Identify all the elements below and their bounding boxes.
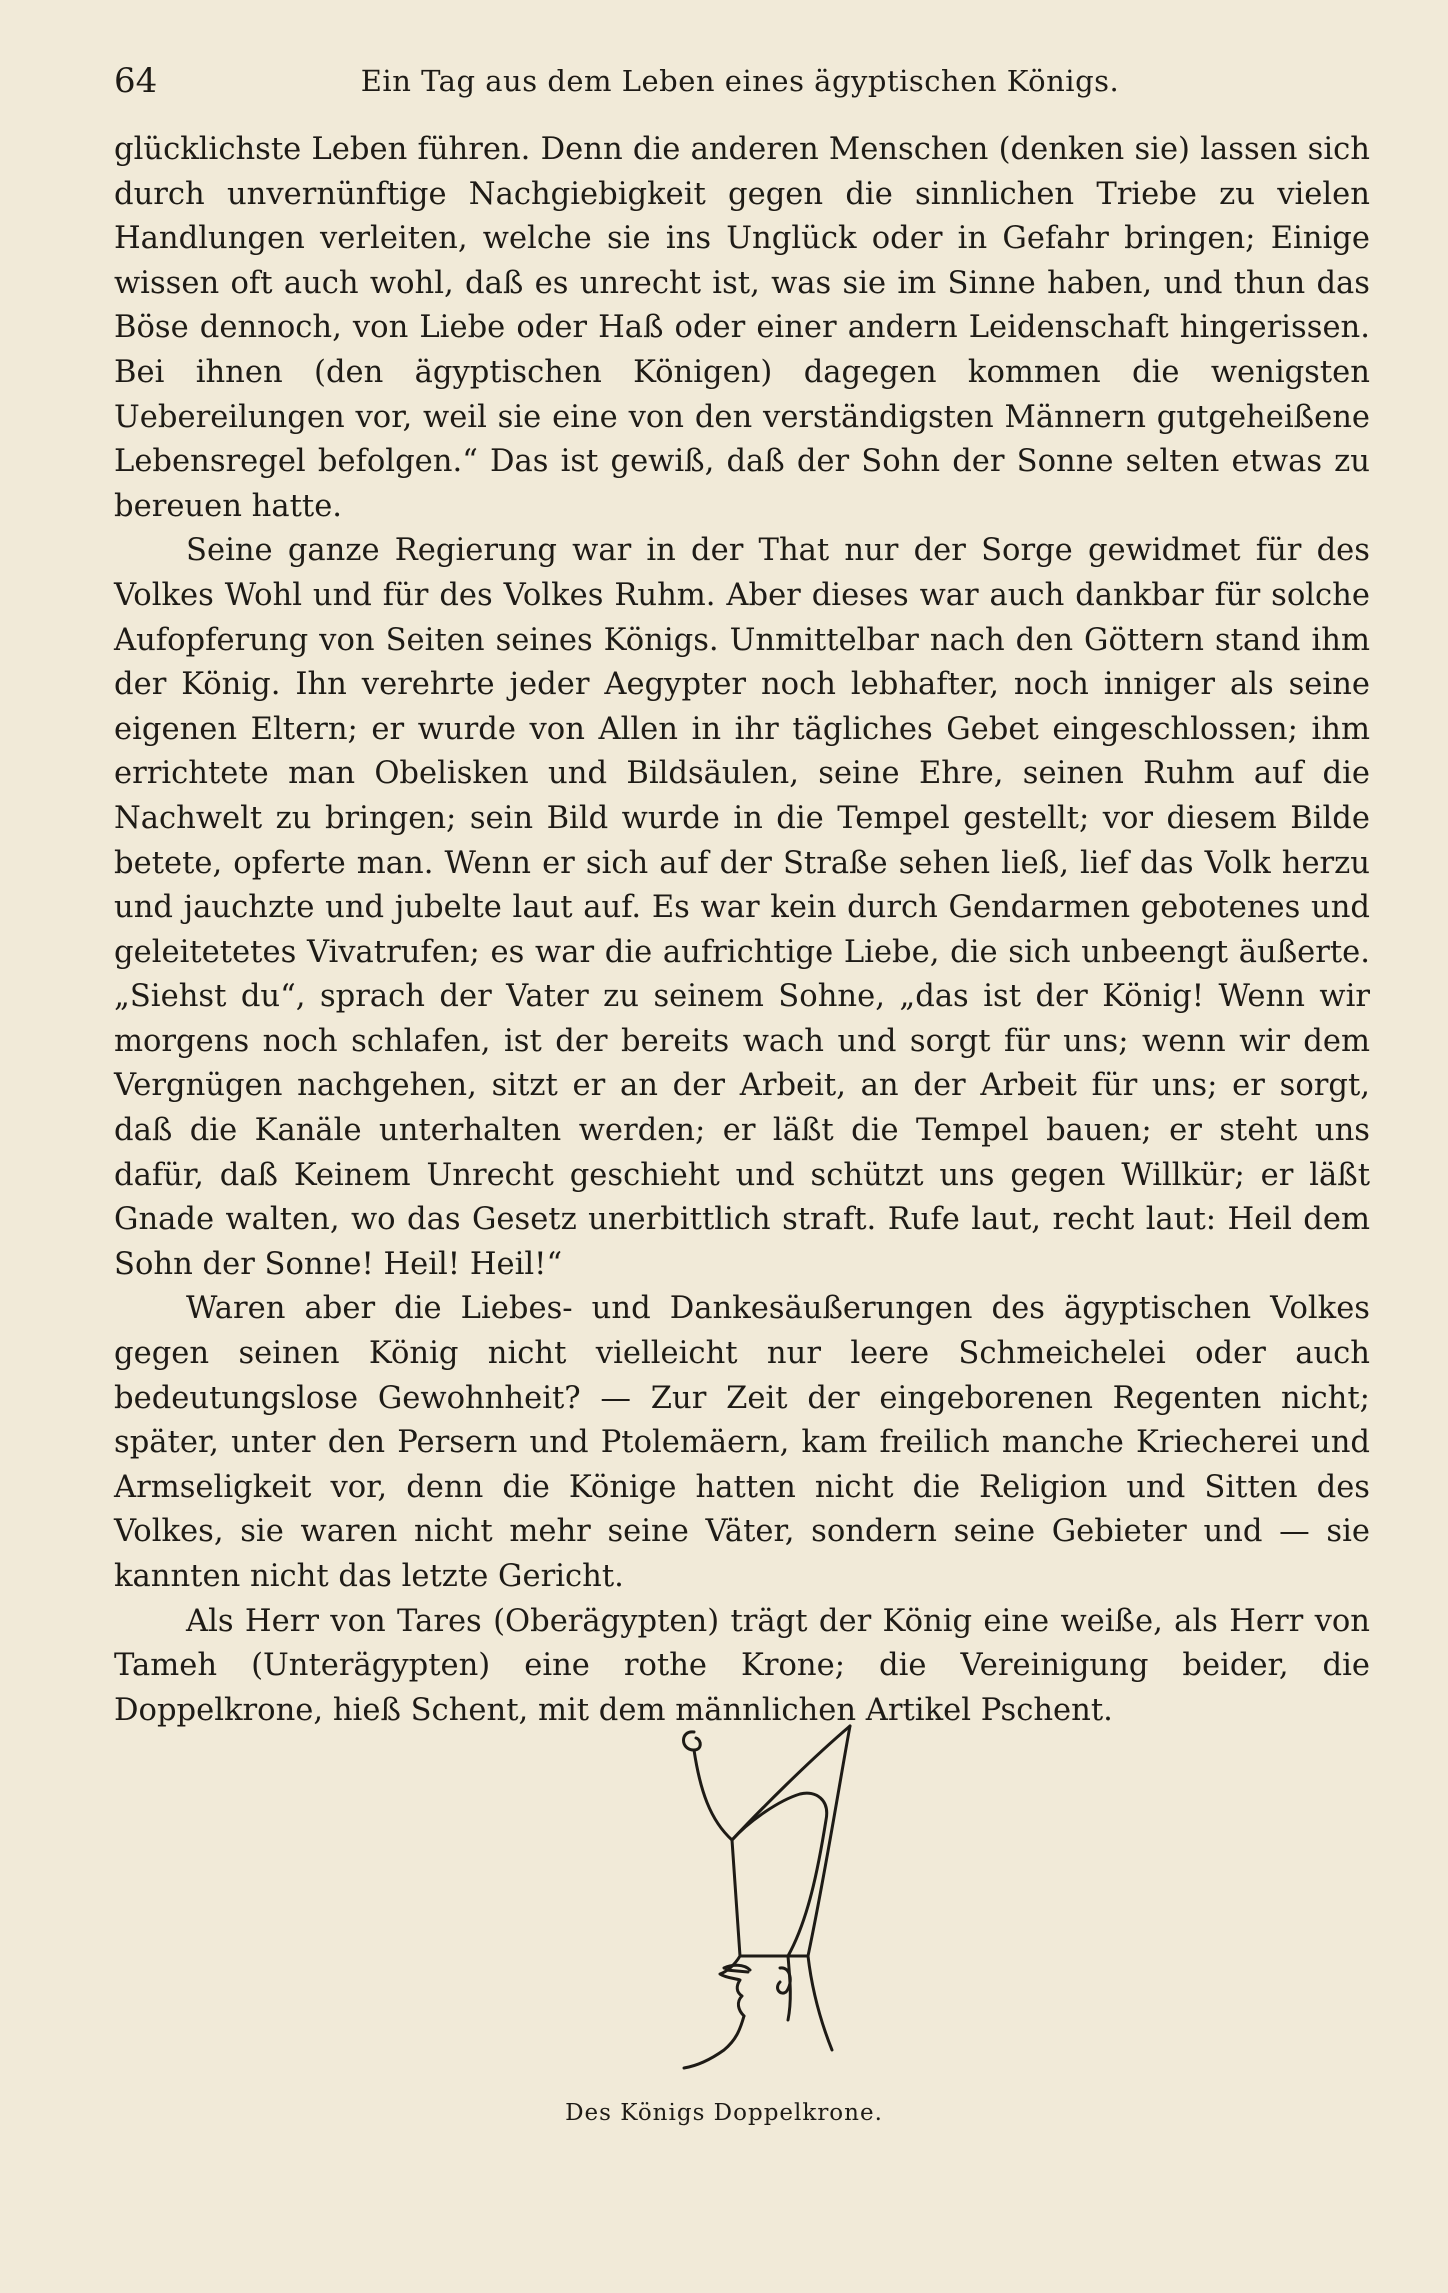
paragraph: Seine ganze Regierung war in der That nur der Sorge gewidmet für des Volkes Wohl und für des Volkes Ruhm. Aber dieses war auch dankbar für solche Aufopferung von Seiten seines Königs. Unmittelbar nach den Göttern stand ihm der König. Ihn verehrte jeder Aegypter noch lebhafter, noch inniger als seine eigenen Eltern; er wurde von Allen in ihr tägliches Gebet eingeschlossen; ihm errichtete man Obelisken und Bildsäulen, seine Ehre, seinen Ruhm auf die Nachwelt zu bringen; sein Bild wurde in die Tempel gestellt; vor diesem Bilde betete, opferte man. Wenn er sich auf der Straße sehen ließ, lief das Volk herzu und jauchzte und jubelte laut auf. Es war kein durch Gendarmen gebotenes und geleitetetes Vivatrufen; es war die aufrichtige Liebe, die sich unbeengt äußerte. „Siehst du“, sprach der Vater zu seinem Sohne, „das ist der König! Wenn wir morgens noch schlafen, ist der bereits wach und sorgt für uns; wenn wir dem Vergnügen nachgehen, sitzt er an der Arbeit, an der Arbeit für uns; er sorgt, daß die Kanäle unterhalten werden; er läßt die Tempel bauen; er steht uns dafür, daß Keinem Unrecht geschieht und schützt uns gegen Willkür; er läßt Gnade walten, wo das Gesetz unerbittlich straft. Rufe laut, recht laut: Heil dem Sohn der Sonne! Heil! Heil!“ — [114, 533, 1370, 1282]
paragraph: glücklichste Leben führen. Denn die anderen Menschen (denken sie) lassen sich durch unvernünftige Nachgiebigkeit gegen die sinnlichen Triebe zu vielen Handlungen verleiten, welche sie ins Unglück oder in Gefahr bringen; Einige wissen oft auch wohl, daß es unrecht ist, was sie im Sinne haben, und thun das Böse dennoch, von Liebe oder Haß oder einer andern Leidenschaft hingerissen. Bei ihnen (den ägyptischen Königen) dagegen kommen die wenigsten Uebereilungen vor, weil sie eine von den verständigsten Männern gutgeheißene Lebensregel befolgen.“ Das ist gewiß, daß der Sohn der Sonne selten etwas zu bereuen hatte. — [114, 132, 1370, 524]
figure-caption: Des Königs Doppelkrone. — [565, 2100, 883, 2126]
double-crown-figure — [640, 1720, 920, 2090]
body-text — [114, 128, 1370, 1733]
paragraph: Als Herr von Tares (Oberägypten) trägt der König eine weiße, als Herr von Tameh (Unterägypten) eine rothe Krone; die Vereinigung beider, die Doppelkrone, hieß Schent, mit dem männlichen Artikel Pschent. — [114, 1603, 1370, 1728]
page-number: 64 — [114, 61, 158, 101]
running-title: Ein Tag aus dem Leben eines ägyptischen Königs. — [360, 64, 1120, 98]
page-header — [114, 56, 1366, 106]
paragraph: Waren aber die Liebes- und Dankesäußerungen des ägyptischen Volkes gegen seinen König nicht vielleicht nur leere Schmeichelei oder auch bedeutungslose Gewohnheit? — Zur Zeit der eingeborenen Regenten nicht; später, unter den Persern und Ptolemäern, kam freilich manche Kriecherei und Armseligkeit vor, denn die Könige hatten nicht die Religion und Sitten des Volkes, sie waren nicht mehr seine Väter, sondern seine Gebieter und — sie kannten nicht das letzte Gericht. — [114, 1291, 1370, 1594]
double-crown-illustration — [640, 1720, 920, 2090]
